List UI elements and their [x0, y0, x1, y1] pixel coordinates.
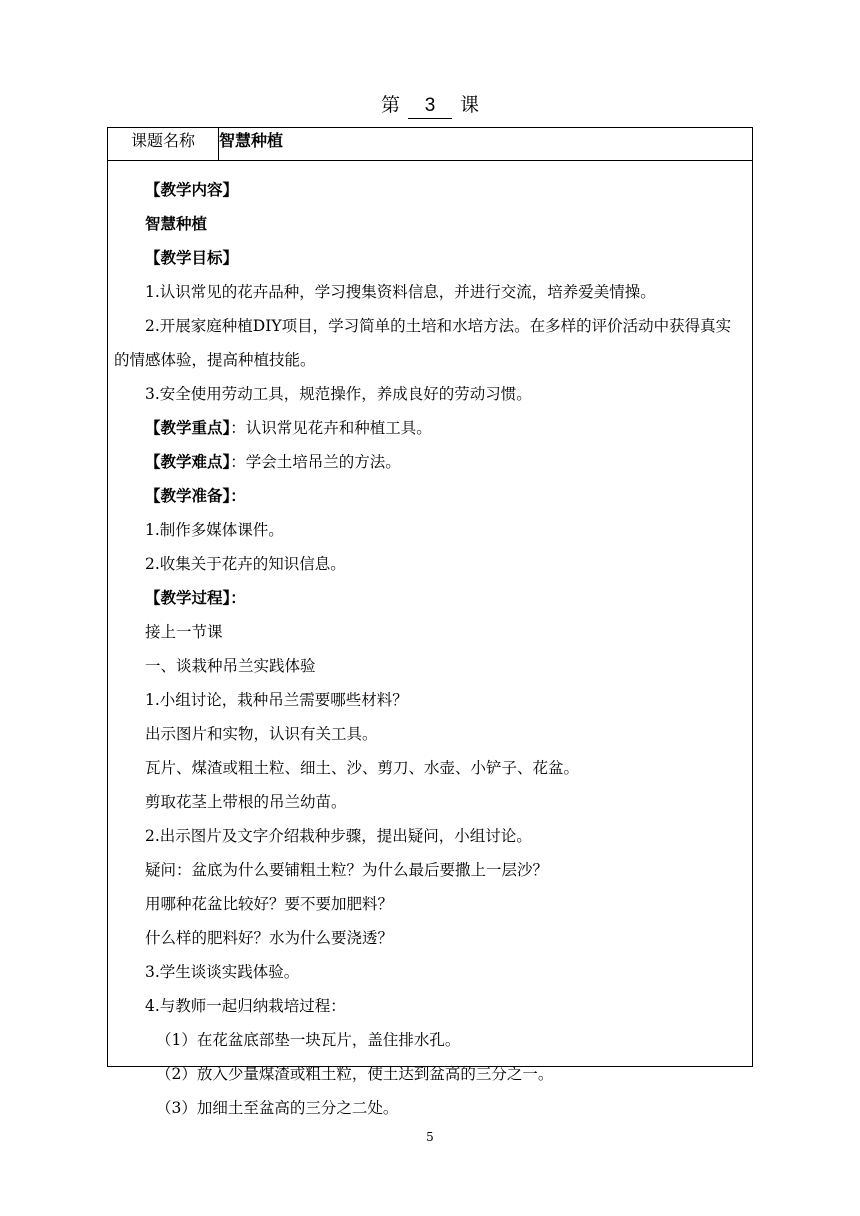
preparation-item: 1.制作多媒体课件。 [145, 521, 284, 539]
objective-item: 3.安全使用劳动工具，规范操作，养成良好的劳动习惯。 [145, 385, 532, 403]
difficult-point-title: 【教学难点】 [145, 453, 231, 471]
process-step: （1）在花盆底部垫一块瓦片，盖住排水孔。 [156, 1031, 461, 1049]
content-topic: 智慧种植 [145, 215, 208, 233]
lesson-suffix: 课 [460, 94, 480, 116]
topic-value: 智慧种植 [219, 128, 753, 161]
objective-item: 1.认识常见的花卉品种，学习搜集资料信息，并进行交流，培养爱美情操。 [145, 283, 656, 301]
process-line: 4.与教师一起归纳栽培过程： [145, 997, 346, 1015]
lesson-content [108, 161, 752, 1117]
difficult-point [114, 445, 746, 479]
process-line: 3.学生谈谈实践体验。 [145, 963, 300, 981]
process-step: （3）加细土至盆高的三分之二处。 [156, 1099, 399, 1117]
key-point [114, 411, 746, 445]
content-row [108, 161, 753, 1067]
process-line: 2.出示图片及文字介绍栽种步骤，提出疑问，小组讨论。 [145, 827, 532, 845]
lesson-title [0, 90, 860, 120]
preparation-item: 2.收集关于花卉的知识信息。 [145, 555, 346, 573]
topic-row [108, 128, 753, 161]
process-line: 瓦片、煤渣或粗土粒、细土、沙、剪刀、水壶、小铲子、花盆。 [145, 759, 580, 777]
process-line: 一、谈栽种吊兰实践体验 [145, 657, 316, 675]
process-line: 1.小组讨论，栽种吊兰需要哪些材料？ [145, 691, 408, 709]
key-point-title: 【教学重点】 [145, 419, 231, 437]
content-cell [108, 161, 753, 1117]
difficult-point-text: ：学会土培吊兰的方法。 [230, 453, 401, 471]
lesson-prefix: 第 [380, 94, 400, 116]
process-line: 剪取花茎上带根的吊兰幼苗。 [145, 793, 347, 811]
process-line: 接上一节课 [145, 623, 223, 641]
lesson-number: 3 [408, 94, 452, 119]
process-line: 疑问：盆底为什么要铺粗土粒？为什么最后要撒上一层沙？ [145, 861, 549, 879]
process-step: （2）放入少量煤渣或粗土粒，使土达到盆高的三分之一。 [156, 1065, 554, 1083]
lesson-plan-table [107, 127, 753, 1117]
section-heading: 【教学目标】 [145, 249, 239, 267]
process-line: 出示图片和实物，认识有关工具。 [145, 725, 378, 743]
section-heading: 【教学内容】 [145, 181, 239, 199]
objective-item: 2.开展家庭种植DIY项目，学习简单的土培和水培方法。在多样的评价活动中获得真实的情感体验，提高种植技能。 [114, 317, 732, 369]
process-line: 用哪种花盆比较好？要不要加肥料？ [145, 895, 394, 913]
page-number: 5 [426, 1130, 434, 1144]
key-point-text: ：认识常见花卉和种植工具。 [230, 419, 432, 437]
section-heading: 【教学准备】： [145, 487, 246, 505]
process-line: 什么样的肥料好？水为什么要浇透？ [145, 929, 394, 947]
section-heading: 【教学过程】： [145, 589, 246, 607]
topic-label: 课题名称 [108, 128, 219, 161]
